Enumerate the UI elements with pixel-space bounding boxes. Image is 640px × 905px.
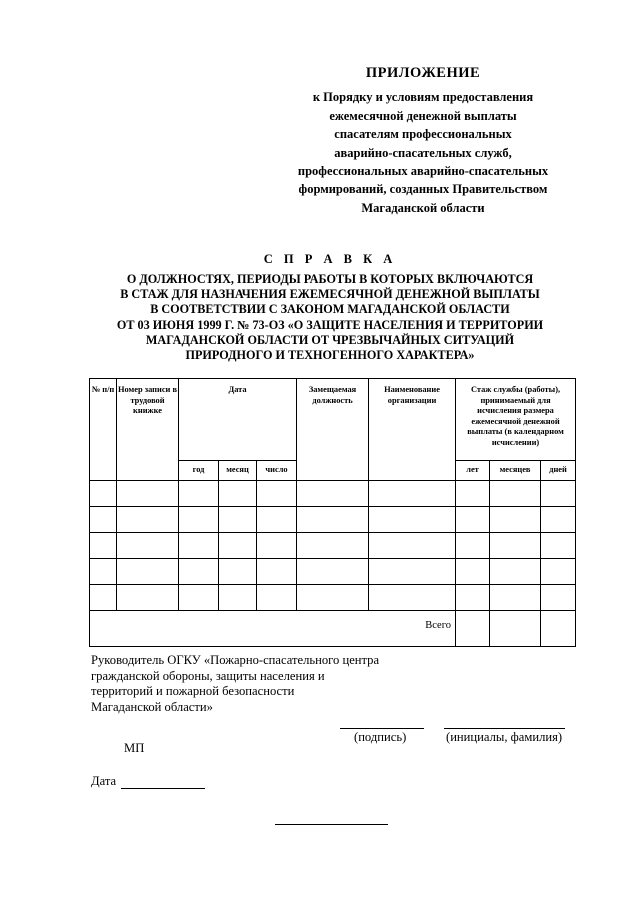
table-cell — [117, 533, 179, 559]
table-cell — [369, 533, 456, 559]
appendix-line: ежемесячной денежной выплаты — [329, 108, 517, 123]
table-cell — [90, 533, 117, 559]
table-cell — [369, 507, 456, 533]
table-cell — [490, 507, 541, 533]
heading-line: О ДОЛЖНОСТЯХ, ПЕРИОДЫ РАБОТЫ В КОТОРЫХ ВКЛЮЧАЮТСЯ — [126, 272, 534, 286]
table-row — [90, 585, 576, 611]
date-line — [121, 788, 205, 789]
subheader-month: месяц — [219, 461, 257, 481]
subheader-years: лет — [456, 461, 490, 481]
table-cell — [90, 559, 117, 585]
col-header-service: Стаж службы (работы), принимаемый для исчисления размера ежемесячной денежной выплаты (в календарном исчислении) — [456, 379, 576, 461]
subheader-months: месяцев — [490, 461, 541, 481]
heading-line: ПРИРОДНОГО И ТЕХНОГЕННОГО ХАРАКТЕРА» — [185, 348, 475, 363]
subheader-day: число — [257, 461, 297, 481]
table-row — [90, 559, 576, 585]
date-label: Дата — [91, 774, 117, 788]
col-header-num: № п/п — [90, 379, 117, 481]
table-cell — [369, 559, 456, 585]
heading-line: В СООТВЕТСТВИИ С ЗАКОНОМ МАГАДАНСКОЙ ОБЛАСТИ — [150, 302, 510, 317]
table-cell — [456, 585, 490, 611]
name-caption: (инициалы, фамилия) — [446, 730, 563, 744]
table-cell — [541, 585, 576, 611]
signatory-line: Руководитель ОГКУ «Пожарно-спасательного центра — [91, 653, 380, 667]
table-cell — [179, 533, 219, 559]
table-row — [90, 481, 576, 507]
stamp-label: МП — [124, 741, 145, 755]
total-label: Всего — [90, 611, 456, 647]
signatory-line: гражданской обороны, защиты населения и — [91, 668, 325, 683]
document-heading — [90, 272, 570, 363]
total-row — [90, 611, 576, 647]
document-title: С П Р А В К А — [263, 252, 397, 266]
table-cell — [490, 559, 541, 585]
table-cell — [297, 559, 369, 585]
table-cell — [257, 481, 297, 507]
table-cell — [179, 585, 219, 611]
table-cell — [117, 585, 179, 611]
signature-line — [340, 728, 424, 729]
appendix-line: к Порядку и условиям предоставления — [312, 90, 534, 105]
table-cell — [541, 481, 576, 507]
appendix-line: профессиональных аварийно-спасательных — [297, 164, 549, 179]
col-header-organization: Наименование организации — [369, 379, 456, 481]
table-cell — [219, 559, 257, 585]
col-header-date: Дата — [179, 379, 297, 461]
table-cell — [219, 507, 257, 533]
signature-caption: (подпись) — [354, 730, 407, 744]
table-cell — [219, 585, 257, 611]
appendix-line: спасателям профессиональных — [334, 127, 512, 142]
table-cell — [179, 481, 219, 507]
signatory-line: территорий и пожарной безопасности — [91, 684, 295, 699]
subheader-days: дней — [541, 461, 576, 481]
appendix-line: Магаданской области — [361, 200, 485, 215]
signatory-block — [91, 653, 411, 715]
table-cell — [369, 585, 456, 611]
table-cell — [369, 481, 456, 507]
col-header-position: Замещаемая должность — [297, 379, 369, 481]
table-cell — [297, 507, 369, 533]
table-cell — [219, 533, 257, 559]
name-line — [444, 728, 565, 729]
table-cell — [179, 507, 219, 533]
table-row — [90, 533, 576, 559]
table-cell — [90, 585, 117, 611]
table-cell — [490, 533, 541, 559]
total-months-cell — [490, 611, 541, 647]
appendix-title: ПРИЛОЖЕНИЕ — [365, 65, 481, 81]
appendix-line: формирований, созданных Правительством — [298, 182, 548, 197]
table-cell — [90, 507, 117, 533]
table-cell — [257, 559, 297, 585]
signatory-line: Магаданской области» — [91, 699, 213, 714]
table-cell — [490, 481, 541, 507]
table-cell — [297, 533, 369, 559]
subheader-year: год — [179, 461, 219, 481]
closing-rule — [275, 824, 388, 825]
service-table — [89, 378, 576, 647]
heading-line: ОТ 03 ИЮНЯ 1999 Г. № 73-ОЗ «О ЗАЩИТЕ НАСЕЛЕНИЯ И ТЕРРИТОРИИ — [116, 317, 544, 332]
total-days-cell — [541, 611, 576, 647]
heading-line: МАГАДАНСКОЙ ОБЛАСТИ ОТ ЧРЕЗВЫЧАЙНЫХ СИТУАЦИЙ — [145, 332, 515, 347]
heading-line: В СТАЖ ДЛЯ НАЗНАЧЕНИЯ ЕЖЕМЕСЯЧНОЙ ДЕНЕЖНОЙ ВЫПЛАТЫ — [120, 287, 540, 302]
table-cell — [297, 481, 369, 507]
table-cell — [490, 585, 541, 611]
table-cell — [117, 481, 179, 507]
table-cell — [456, 559, 490, 585]
col-header-record: Номер записи в трудовой книжке — [117, 379, 179, 481]
table-row — [90, 507, 576, 533]
table-cell — [257, 585, 297, 611]
table-cell — [541, 533, 576, 559]
table-cell — [297, 585, 369, 611]
table-cell — [456, 533, 490, 559]
table-cell — [257, 507, 297, 533]
appendix-block — [258, 64, 588, 217]
total-years-cell — [456, 611, 490, 647]
table-cell — [117, 507, 179, 533]
appendix-line: аварийно-спасательных служб, — [334, 145, 512, 160]
table-cell — [456, 507, 490, 533]
table-cell — [541, 559, 576, 585]
table-cell — [541, 507, 576, 533]
table-cell — [257, 533, 297, 559]
table-cell — [219, 481, 257, 507]
table-cell — [117, 559, 179, 585]
table-cell — [456, 481, 490, 507]
table-cell — [179, 559, 219, 585]
table-cell — [90, 481, 117, 507]
